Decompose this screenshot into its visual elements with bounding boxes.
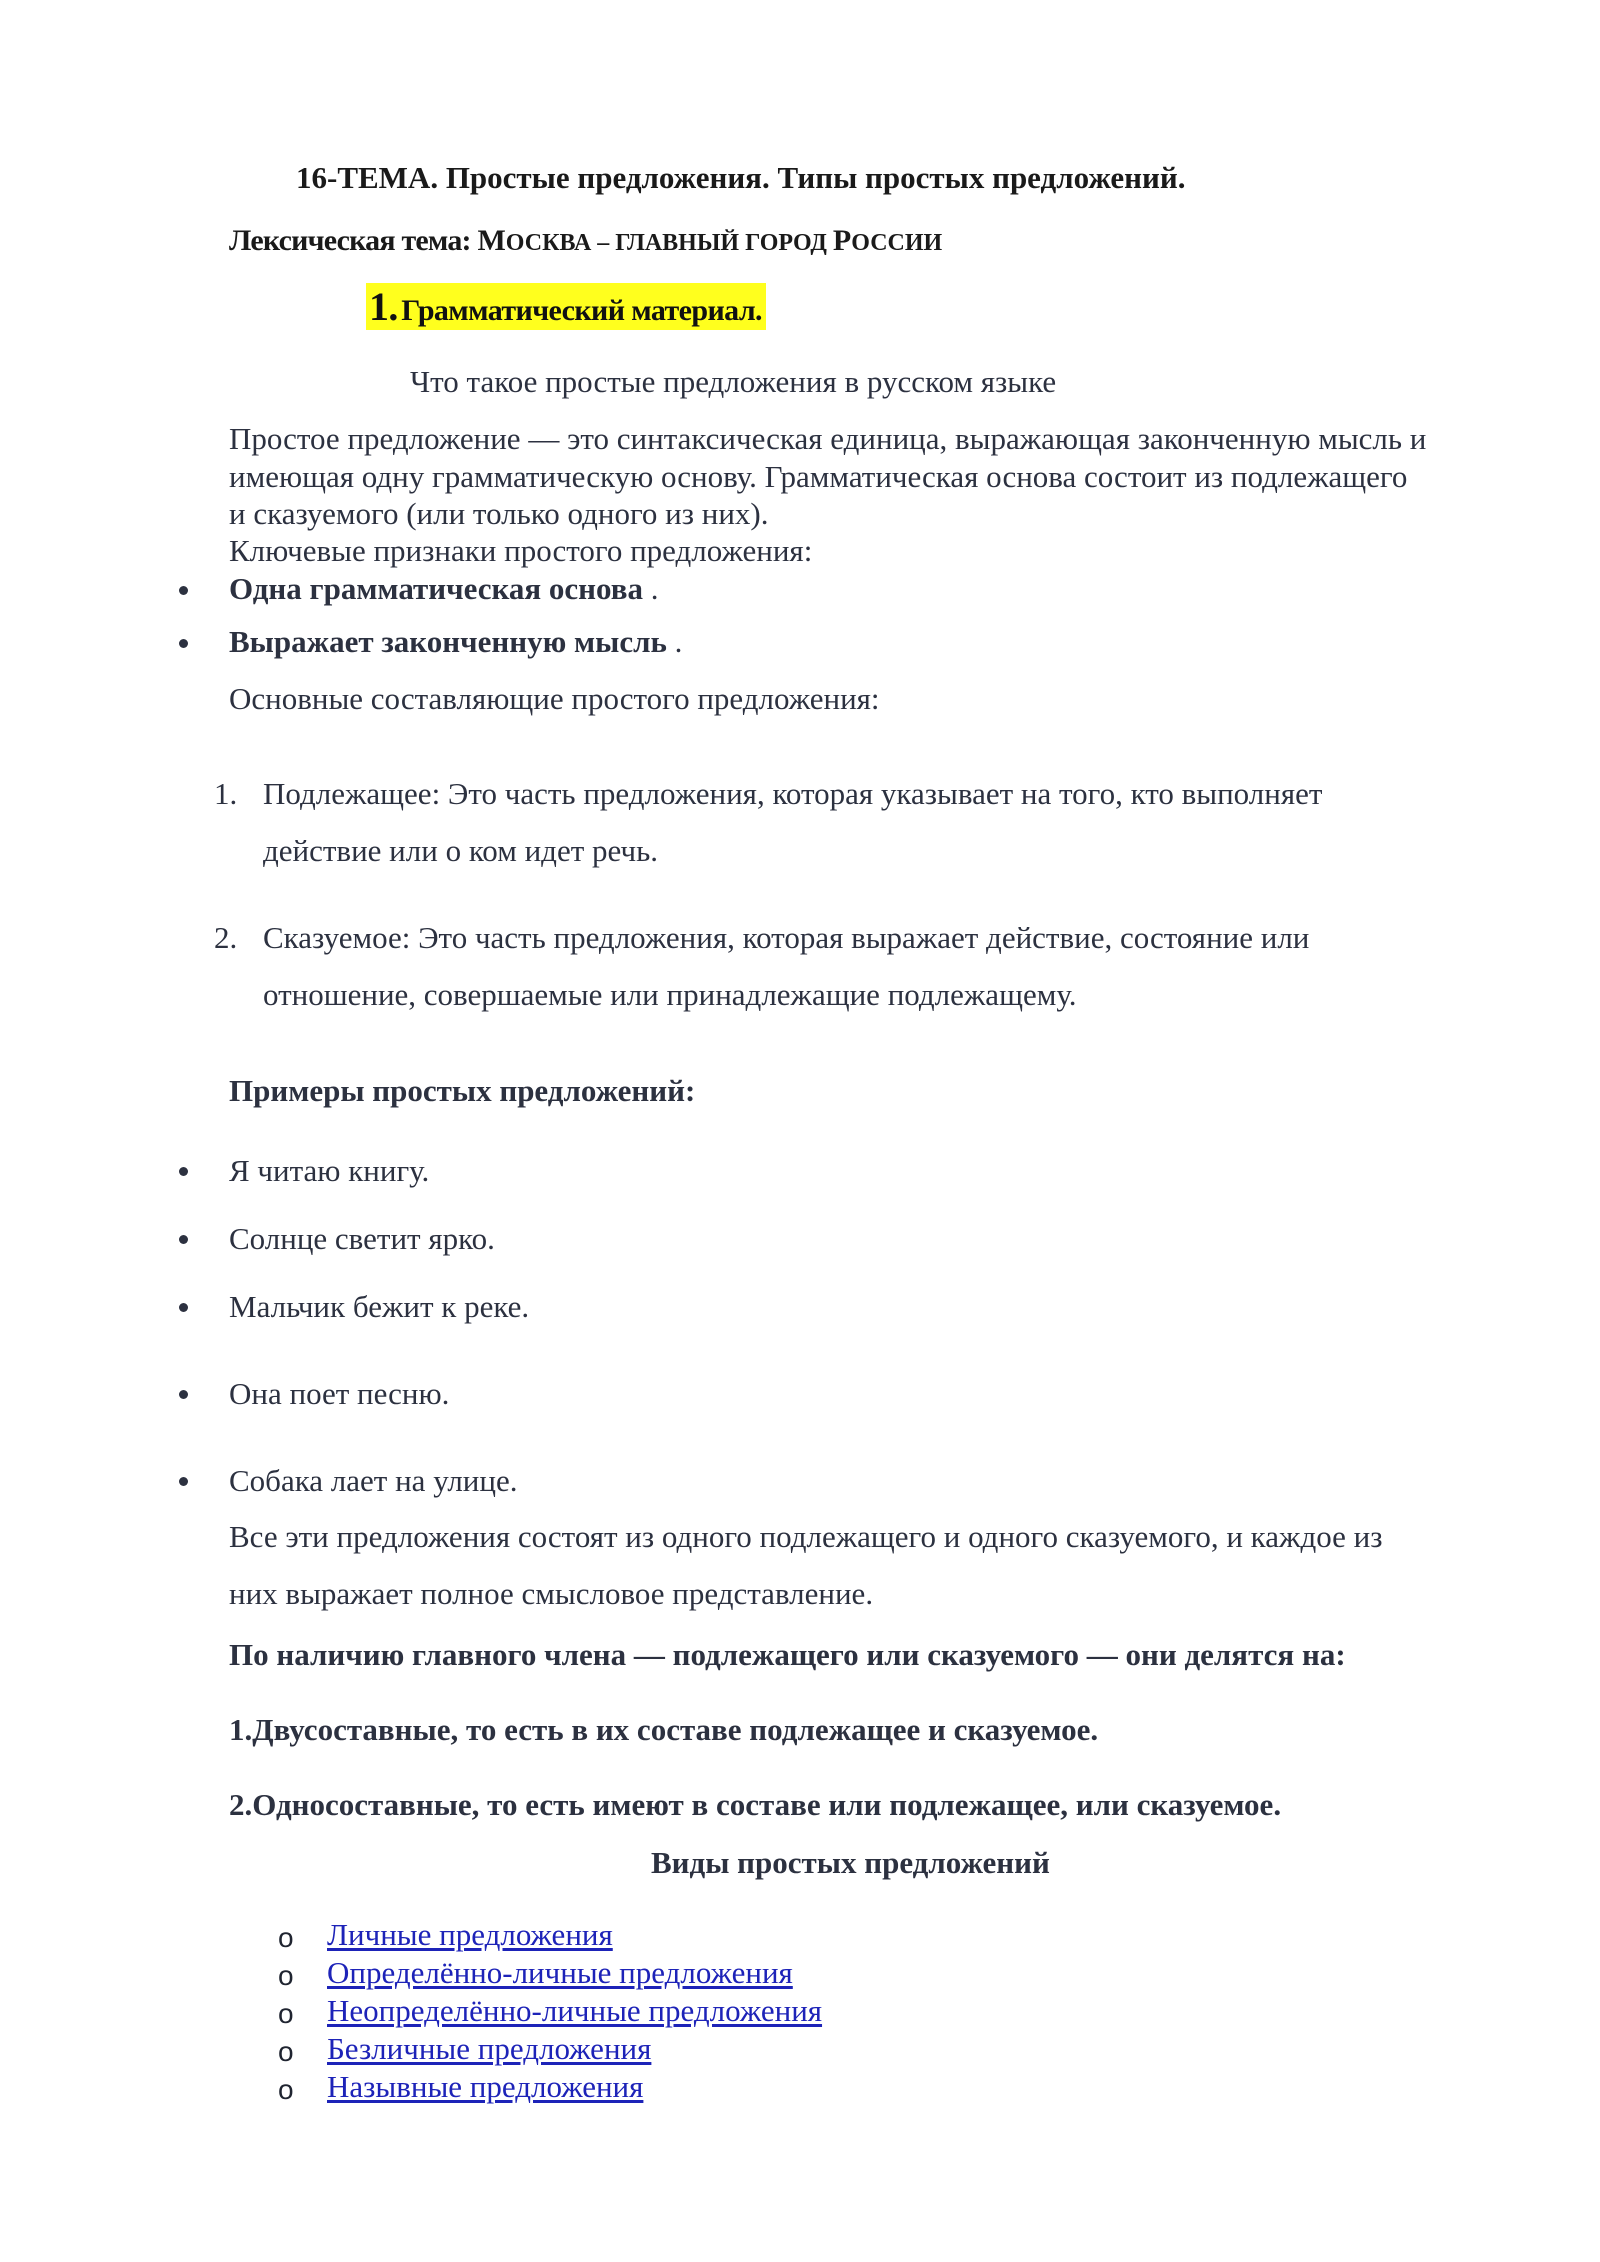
summary-line-2: них выражает полное смысловое представление. <box>229 1576 874 1611</box>
components-intro: Основные составляющие простого предложения: <box>229 681 880 716</box>
examples-heading: Примеры простых предложений: <box>229 1073 696 1108</box>
circle-bullet-icon: o <box>278 2074 294 2105</box>
link-indefinite-personal-sentences[interactable]: Неопределённо-личные предложения <box>327 1993 823 2028</box>
section-heading-grammar <box>366 283 766 330</box>
bullet <box>179 1303 188 1312</box>
lexical-theme-label: Лексическая тема: <box>229 224 478 257</box>
definition-line-3: и сказуемого (или только одного из них). <box>229 496 769 531</box>
link-personal-sentences[interactable]: Личные предложения <box>327 1917 613 1952</box>
subheading: Что такое простые предложения в русском языке <box>410 364 1057 399</box>
summary-line-1: Все эти предложения состоят из одного подлежащего и одного сказуемого, и каждое из <box>229 1519 1383 1554</box>
example-item: Мальчик бежит к реке. <box>229 1289 530 1324</box>
bullet <box>179 586 188 595</box>
lexical-theme-russia: ОССИИ <box>851 230 943 256</box>
component-predicate-line-1: Сказуемое: Это часть предложения, которая выражает действие, состояние или <box>263 920 1310 955</box>
bullet <box>179 1390 188 1399</box>
division-intro: По наличию главного члена — подлежащего или сказуемого — они делятся на: <box>229 1637 1346 1672</box>
link-nominative-sentences[interactable]: Назывные предложения <box>327 2069 644 2104</box>
example-item: Солнце светит ярко. <box>229 1221 495 1256</box>
types-heading: Виды простых предложений <box>651 1845 1050 1880</box>
lexical-theme-cap-r: Р <box>832 224 852 257</box>
key-feature-text: Одна грамматическая основа <box>229 571 644 606</box>
list-number: 1. <box>214 776 238 811</box>
key-feature-item <box>229 571 659 607</box>
definition-line-1: Простое предложение — это синтаксическая единица, выражающая законченную мысль и <box>229 421 1427 456</box>
component-predicate-line-2: отношение, совершаемые или принадлежащие подлежащему. <box>263 977 1077 1012</box>
link-impersonal-sentences[interactable]: Безличные предложения <box>327 2031 652 2066</box>
key-features-intro: Ключевые признаки простого предложения: <box>229 533 813 568</box>
example-item: Собака лает на улице. <box>229 1463 518 1498</box>
key-feature-tail: . <box>666 624 683 659</box>
component-subject-line-2: действие или о ком идет речь. <box>263 833 658 868</box>
link-definite-personal-sentences[interactable]: Определённо-личные предложения <box>327 1955 793 1990</box>
example-item: Я читаю книгу. <box>229 1153 430 1188</box>
bullet <box>179 1477 188 1486</box>
bullet <box>179 639 188 648</box>
bullet <box>179 1167 188 1176</box>
bullet <box>179 1235 188 1244</box>
circle-bullet-icon: o <box>278 1960 294 1991</box>
division-two-part: 1.Двусоставные, то есть в их составе подлежащее и сказуемое. <box>229 1712 1099 1747</box>
circle-bullet-icon: o <box>278 1922 294 1953</box>
key-feature-item <box>229 624 682 660</box>
circle-bullet-icon: o <box>278 1998 294 2029</box>
key-feature-tail: . <box>643 571 659 606</box>
key-feature-text: Выражает законченную мысль <box>229 624 667 659</box>
lexical-theme-cap-m: М <box>477 224 506 257</box>
section-number: 1. <box>369 284 398 329</box>
division-one-part: 2.Односоставные, то есть имеют в составе или подлежащее, или сказуемое. <box>229 1787 1282 1822</box>
document-title: 16-ТЕМА. Простые предложения. Типы простых предложений. <box>296 160 1186 195</box>
circle-bullet-icon: o <box>278 2036 294 2067</box>
list-number: 2. <box>214 920 238 955</box>
section-title: Грамматический материал. <box>401 294 762 327</box>
component-subject-line-1: Подлежащее: Это часть предложения, которая указывает на того, кто выполняет <box>263 776 1323 811</box>
definition-line-2: имеющая одну грамматическую основу. Грамматическая основа состоит из подлежащего <box>229 459 1408 494</box>
lexical-theme <box>229 224 942 258</box>
example-item: Она поет песню. <box>229 1376 450 1411</box>
lexical-theme-moscow: ОСКВА – ГЛАВНЫЙ ГОРОД <box>505 230 833 256</box>
